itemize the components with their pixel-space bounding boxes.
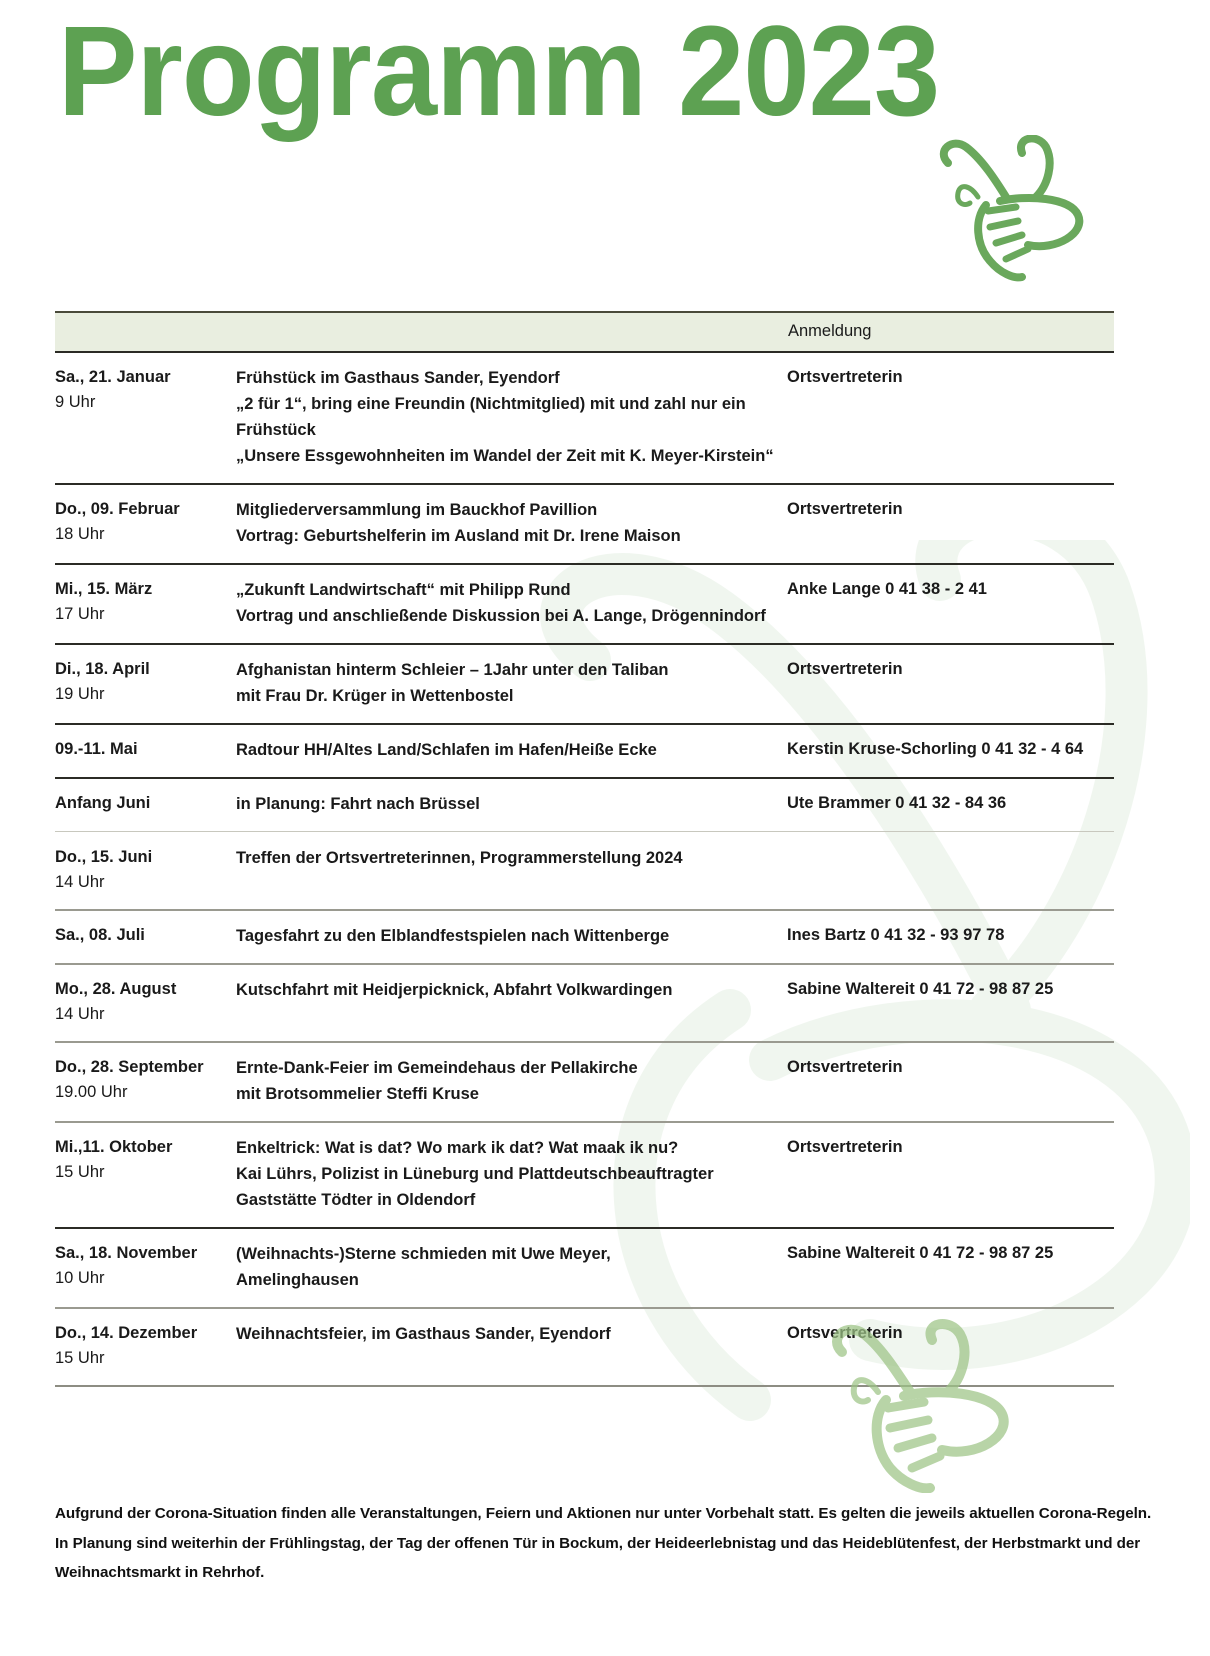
row-anmeldung-cell: Ortsvertreterin: [787, 660, 903, 678]
row-time: 18 Uhr: [55, 525, 105, 543]
row-description-cell: (Weihnachts-)Sterne schmieden mit Uwe Meyer, Amelinghausen: [236, 1245, 611, 1289]
row-description-cell: Enkeltrick: Wat is dat? Wo mark ik dat? Wat maak ik nu? Kai Lührs, Polizist in Lüneburg und Plattdeutschbeauftragter Gaststätte Tödter in Oldendorf: [236, 1139, 714, 1209]
row-date-cell: [55, 977, 236, 1027]
row-anmeldung-cell: Sabine Waltereit 0 41 72 - 98 87 25: [787, 980, 1054, 998]
column-header-anmeldung: Anmeldung: [788, 322, 872, 340]
row-date-cell: [55, 1241, 236, 1293]
row-anmeldung-cell: Ortsvertreterin: [787, 1138, 903, 1156]
row-time: 14 Uhr: [55, 1005, 105, 1023]
row-time: 15 Uhr: [55, 1163, 105, 1181]
row-time: 17 Uhr: [55, 605, 105, 623]
table-row[interactable]: [55, 563, 1114, 643]
row-date-cell: [55, 1055, 236, 1107]
row-time: 10 Uhr: [55, 1269, 105, 1287]
row-time: 19.00 Uhr: [55, 1083, 128, 1101]
table-row[interactable]: [55, 1041, 1114, 1121]
row-date: Do., 09. Februar: [55, 500, 180, 518]
row-anmeldung-cell: Ortsvertreterin: [787, 368, 903, 386]
row-date-cell: [55, 657, 236, 709]
row-date-cell: [55, 923, 236, 949]
row-date-cell: [55, 577, 236, 629]
row-description-cell: Mitgliederversammlung im Bauckhof Pavillion Vortrag: Geburtshelferin im Ausland mit Dr. Irene Maison: [236, 501, 681, 545]
table-row[interactable]: [55, 777, 1114, 831]
row-anmeldung-cell: Ute Brammer 0 41 32 - 84 36: [787, 794, 1007, 812]
row-date: Sa., 18. November: [55, 1244, 198, 1262]
row-anmeldung-cell: Sabine Waltereit 0 41 72 - 98 87 25: [787, 1244, 1054, 1262]
document-header: [0, 0, 1210, 300]
row-date-cell: [55, 737, 236, 763]
row-date: Sa., 21. Januar: [55, 368, 171, 386]
row-description-cell: Kutschfahrt mit Heidjerpicknick, Abfahrt Volkwardingen: [236, 981, 673, 999]
table-row[interactable]: [55, 909, 1114, 963]
row-date: Mi.,11. Oktober: [55, 1138, 173, 1156]
row-anmeldung-cell: [787, 845, 1114, 895]
row-time: 19 Uhr: [55, 685, 105, 703]
row-date: Sa., 08. Juli: [55, 926, 145, 944]
footer-note: Aufgrund der Corona-Situation finden alle Veranstaltungen, Feiern und Aktionen nur unter Vorbehalt statt. Es gelten die jeweils aktuellen Corona-Regeln. In Planung sind weiterhin der Frühlingstag, der Tag der offenen Tür in Bockum, der Heideerlebnistag und das Heideblütenfest, der Herbstmarkt und der Weihnachtsmarkt in Rehrhof.: [55, 1505, 1152, 1581]
table-row[interactable]: [55, 723, 1114, 777]
table-body: [55, 351, 1114, 1385]
row-description-cell: Frühstück im Gasthaus Sander, Eyendorf „2 für 1“, bring eine Freundin (Nichtmitglied) mit und zahl nur ein Frühstück „Unsere Essgewohnheiten im Wandel der Zeit mit K. Meyer-Kirstein“: [236, 369, 774, 465]
row-anmeldung-cell: Kerstin Kruse-Schorling 0 41 32 - 4 64: [787, 740, 1084, 758]
row-description-cell: Treffen der Ortsvertreterinnen, Programmerstellung 2024: [236, 849, 683, 867]
table-header-row: [55, 313, 1114, 351]
row-description-cell: „Zukunft Landwirtschaft“ mit Philipp Rund Vortrag und anschließende Diskussion bei A. Lange, Drögennindorf: [236, 581, 766, 625]
row-date: Di., 18. April: [55, 660, 150, 678]
row-date: 09.-11. Mai: [55, 740, 138, 758]
table-row[interactable]: [55, 1227, 1114, 1307]
program-table: [55, 311, 1114, 1387]
row-date-cell: [55, 1135, 236, 1213]
table-row[interactable]: [55, 963, 1114, 1041]
row-anmeldung-cell: Ortsvertreterin: [787, 1058, 903, 1076]
row-date: Do., 28. September: [55, 1058, 204, 1076]
table-row[interactable]: [55, 831, 1114, 909]
row-date-cell: [55, 845, 236, 895]
row-description-cell: Tagesfahrt zu den Elblandfestspielen nach Wittenberge: [236, 927, 670, 945]
page-title: Programm 2023: [58, 0, 940, 143]
row-description-cell: Afghanistan hinterm Schleier – 1Jahr unter den Taliban mit Frau Dr. Krüger in Wettenbostel: [236, 661, 669, 705]
table-row[interactable]: [55, 351, 1114, 483]
row-anmeldung-cell: Ines Bartz 0 41 32 - 93 97 78: [787, 926, 1005, 944]
table-row[interactable]: [55, 1121, 1114, 1227]
row-date: Mi., 15. März: [55, 580, 153, 598]
row-date-cell: [55, 365, 236, 469]
row-date-cell: [55, 791, 236, 817]
row-time: 15 Uhr: [55, 1349, 105, 1367]
table-row[interactable]: [55, 483, 1114, 563]
row-anmeldung-cell: Ortsvertreterin: [787, 1324, 903, 1342]
row-description-cell: in Planung: Fahrt nach Brüssel: [236, 795, 480, 813]
row-description-cell: Weihnachtsfeier, im Gasthaus Sander, Eyendorf: [236, 1325, 611, 1343]
row-anmeldung-cell: Anke Lange 0 41 38 - 2 41: [787, 580, 987, 598]
row-date-cell: [55, 497, 236, 549]
row-anmeldung-cell: Ortsvertreterin: [787, 500, 903, 518]
row-description-cell: Radtour HH/Altes Land/Schlafen im Hafen/Heiße Ecke: [236, 741, 657, 759]
bee-icon: [820, 1318, 1035, 1493]
table-row[interactable]: [55, 643, 1114, 723]
row-time: 9 Uhr: [55, 393, 96, 411]
row-date: Mo., 28. August: [55, 980, 177, 998]
row-description-cell: Ernte-Dank-Feier im Gemeindehaus der Pellakirche mit Brotsommelier Steffi Kruse: [236, 1059, 638, 1103]
row-time: 14 Uhr: [55, 873, 105, 891]
row-date: Anfang Juni: [55, 794, 151, 812]
row-date: Do., 14. Dezember: [55, 1324, 198, 1342]
row-date-cell: [55, 1321, 236, 1371]
row-date: Do., 15. Juni: [55, 848, 153, 866]
bee-icon: [930, 135, 1110, 285]
